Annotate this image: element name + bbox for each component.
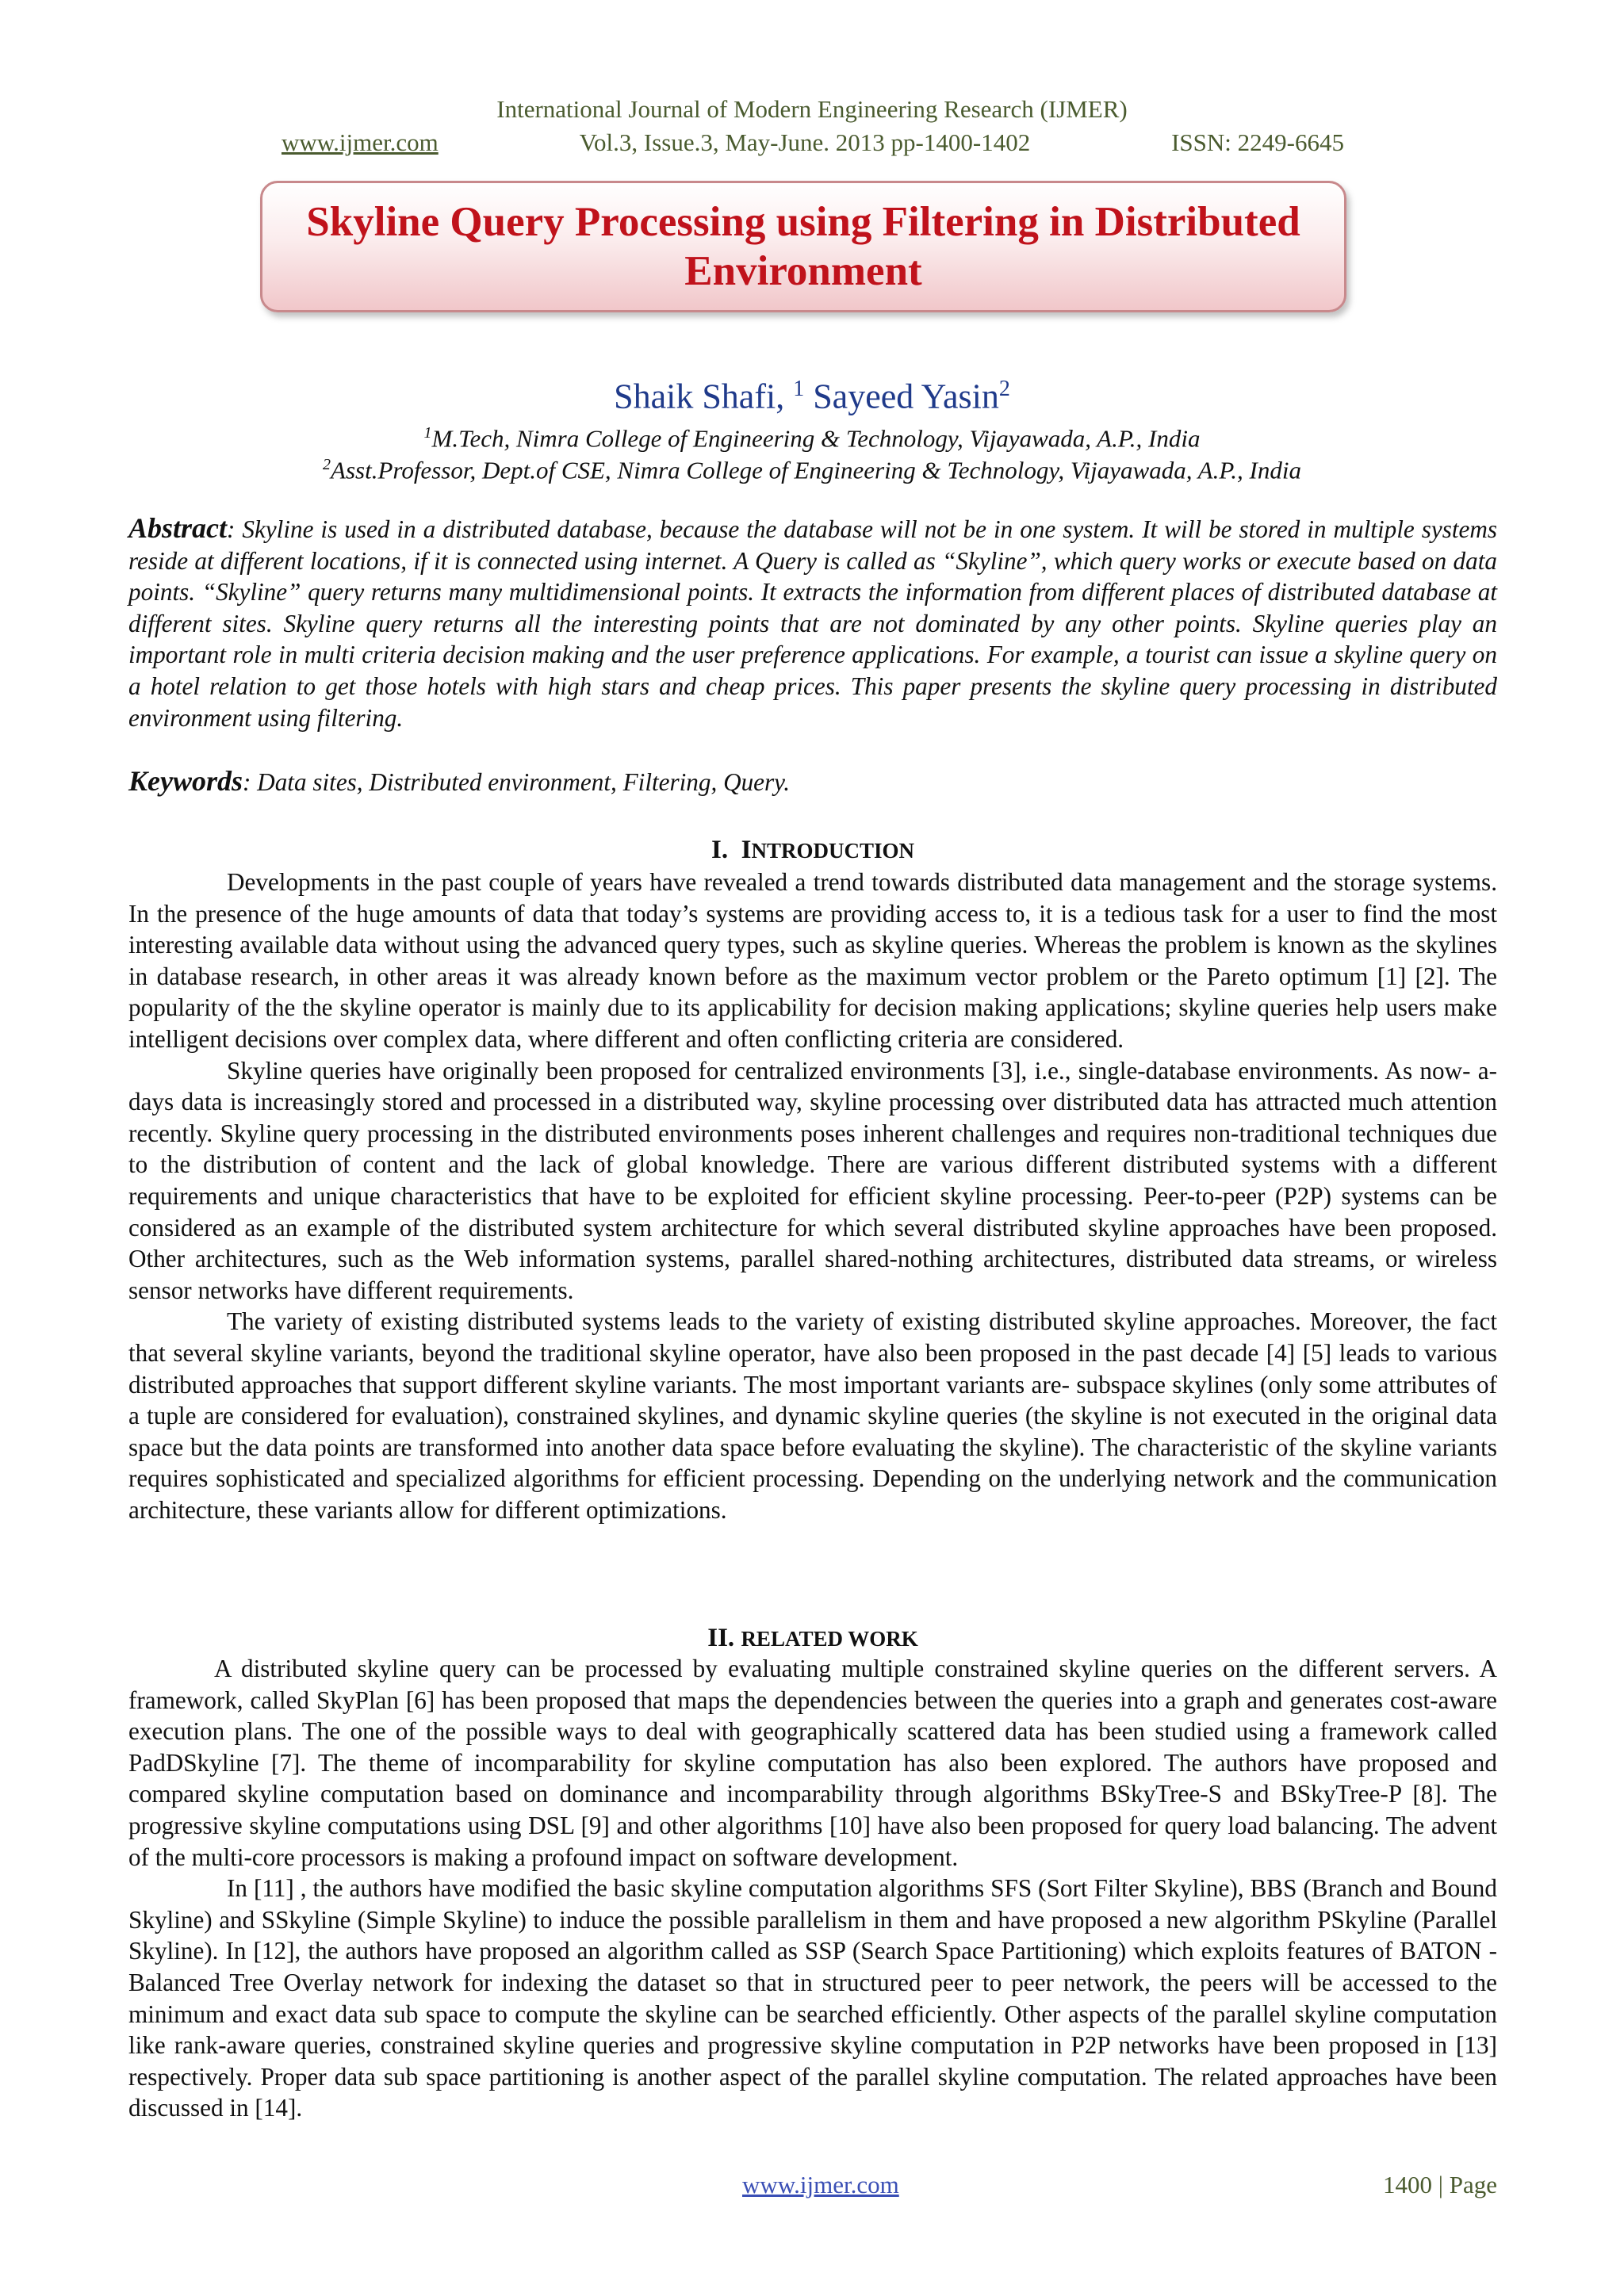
section-2-number: II. [707, 1624, 735, 1652]
journal-meta-line [282, 127, 1344, 159]
intro-paragraph-2: Skyline queries have originally been proposed for centralized environments [3], i.e., single-database environments. As now- a- days data is increasingly stored and processed in a distributed way, skyline processing over distributed data has attracted much attention recently. Skyline query processing in the distributed environments poses inherent challenges and requires non-traditional techniques due to the distribution of content and the lack of global knowledge. There are various different distributed systems with a different requirements and unique characteristics that have to be exploited for efficient skyline processing. Peer-to-peer (P2P) systems can be considered as an example of the distributed system architecture for which several distributed skyline approaches have been proposed. Other architectures, such as the Web information systems, parallel shared-nothing architectures, distributed data streams, or wireless sensor networks have different requirements. [128, 1056, 1497, 1304]
affiliation-1-sup: 1 [423, 424, 432, 442]
journal-name: International Journal of Modern Engineering Research (IJMER) [496, 95, 1128, 123]
related-paragraph-2: In [11] , the authors have modified the basic skyline computation algorithms SFS (Sort Filter Skyline), BBS (Branch and Bound Skyline) and SSkyline (Simple Skyline) to induce the possible parallelism in them and have proposed a new algorithm PSkyline (Parallel Skyline). In [12], the authors have proposed an algorithm called as SSP (Search Space Partitioning) which exploits features of BATON -Balanced Tree Overlay network for indexing the dataset so that in structured peer to peer network, the peers will be accessed to the minimum and exact data sub space to compute the skyline can be searched efficiently. Other aspects of the parallel skyline computation like rank-aware queries, constrained skyline queries and progressive skyline computation in P2P networks have been proposed in [13] respectively. Proper data sub space partitioning is another aspect of the parallel skyline computation. The related approaches have been discussed in [14]. [128, 1874, 1497, 2122]
introduction-body [128, 867, 1497, 1525]
section-2-title: RELATED WORK [741, 1627, 918, 1651]
related-paragraph-1: A distributed skyline query can be processed by evaluating multiple constrained skyline queries on the different servers. A framework, called SkyPlan [6] has been proposed that maps the dependencies between the queries into a graph and generates cost-aware execution plans. The one of the possible ways to deal with geographically scattered data has been studied using a framework called PadDSkyline [7]. The theme of incomparability for skyline computation has also been explored. The authors have proposed and compared skyline computation based on dominance and incomparability through algorithms BSkyTree-S and BSkyTree-P [8]. The progressive skyline computations using DSL [9] and other algorithms [10] have also been proposed for query load balancing. The advent of the multi-core processors is making a profound impact on software development. [128, 1655, 1497, 1871]
abstract-label: Abstract [128, 512, 228, 544]
keywords-label: Keywords [128, 765, 243, 797]
intro-paragraph-1: Developments in the past couple of years have revealed a trend towards distributed data management and the storage systems. In the presence of the huge amounts of data that today’s systems are providing access to, it is a tedious task for a user to find the most interesting available data without using the advanced query types, such as skyline queries. Whereas the problem is known as the skylines in database research, in other areas it was already known before as the maximum vector problem or the Pareto optimum [1] [2]. The popularity of the the skyline operator is mainly due to its applicability for decision making applications; skyline queries help users make intelligent decisions over complex data, where different and often conflicting criteria are considered. [128, 868, 1497, 1053]
keywords-text: : Data sites, Distributed environment, Filtering, Query. [243, 768, 791, 796]
author-1-sup: 1 [793, 377, 805, 401]
title-box [260, 181, 1346, 312]
intro-paragraph-3: The variety of existing distributed systems leads to the variety of existing distributed skyline approaches. Moreover, the fact that several skyline variants, beyond the traditional skyline operator, have also been proposed in the past decade [4] [5] leads to various distributed approaches that support different skyline variants. The most important variants are- subspace skylines (only some attributes of a tuple are considered for evaluation), constrained skylines, and dynamic skyline queries (the skyline is not executed in the original data space but the data points are transformed into another data space before evaluating the skyline). The characteristic of the skyline variants requires sophisticated and specialized algorithms for efficient processing. Depending on the underlying network and the communication architecture, these variants allow for different optimizations. [128, 1307, 1497, 1524]
journal-volume: Vol.3, Issue.3, May-June. 2013 pp-1400-1402 [579, 128, 1031, 156]
section-1-number: I. [711, 836, 729, 864]
footer-site-link[interactable]: www.ijmer.com [742, 2171, 899, 2198]
journal-issn: ISSN: 2249-6645 [1171, 128, 1344, 156]
related-work-body [128, 1653, 1497, 2124]
affiliation-2-text: Asst.Professor, Dept.of CSE, Nimra College of Engineering & Technology, Vijayawada, A.P., India [331, 456, 1301, 484]
affiliation-2-sup: 2 [323, 456, 331, 473]
section-1-title-rest: NTRODUCTION [751, 839, 914, 863]
keywords [128, 766, 1497, 798]
abstract [128, 513, 1497, 733]
section-1-first-letter: I [741, 836, 752, 864]
author-2: Sayeed Yasin [813, 377, 999, 416]
abstract-text: : Skyline is used in a distributed database, because the database will not be in one system. It will be stored in multiple systems reside at different locations, if it is connected using internet. A Query is called as “Skyline”, which query works or execute based on data points. “Skyline” query returns many multidimensional points. It extracts the information from different places of distributed database at different sites. Skyline query returns all the interesting points that are not dominated by any other points. Skyline queries play an important role in multi criteria decision making and the user preference applications. For example, a tourist can issue a skyline query on a hotel relation to get those hotels with high stars and cheap prices. This paper presents the skyline query processing in distributed environment using filtering. [128, 515, 1497, 732]
affiliation-2 [127, 449, 1497, 486]
author-line [127, 368, 1497, 419]
section-heading-introduction [128, 834, 1497, 867]
affiliation-1-text: M.Tech, Nimra College of Engineering & Technology, Vijayawada, A.P., India [431, 424, 1201, 453]
journal-site-link[interactable]: www.ijmer.com [282, 128, 439, 156]
author-1: Shaik Shafi, [614, 377, 785, 416]
section-heading-related-work [128, 1622, 1497, 1655]
paper-title: Skyline Query Processing using Filtering in Distributed Environment [306, 199, 1300, 294]
footer-page-number: 1400 | Page [1383, 2171, 1497, 2198]
author-2-sup: 2 [998, 377, 1010, 401]
